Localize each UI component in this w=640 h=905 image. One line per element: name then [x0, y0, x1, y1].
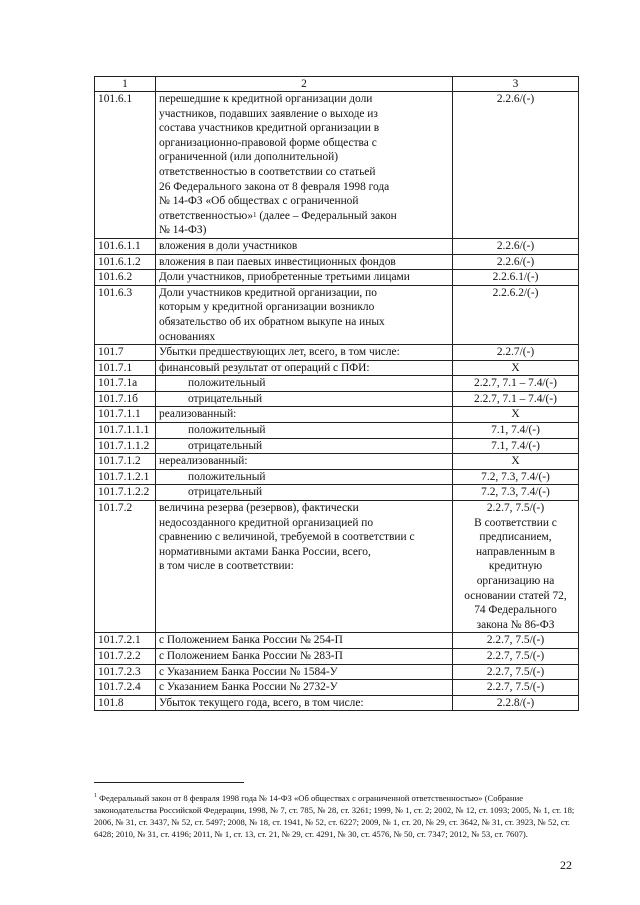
row-code: 101.7.2.3: [95, 664, 156, 680]
reference-line: 2.2.6/(-): [496, 239, 535, 252]
row-code: 101.7.1а: [95, 376, 156, 392]
row-description: [156, 391, 453, 407]
table-row: [95, 695, 579, 711]
row-description: [156, 485, 453, 501]
reference-line: В соответствии с: [474, 516, 557, 529]
balance-code-table: [94, 76, 579, 711]
row-reference: [453, 501, 579, 633]
row-reference: [453, 238, 579, 254]
description-line: с Указанием Банка России № 1584-У: [159, 665, 338, 678]
description-line: отрицательный: [188, 486, 263, 499]
table-row: [95, 680, 579, 696]
reference-line: 2.2.6.2/(-): [492, 286, 539, 299]
row-description: [156, 238, 453, 254]
row-code: 101.7.2.2: [95, 648, 156, 664]
row-code: 101.7.2.4: [95, 680, 156, 696]
footnote-reference: 1: [253, 210, 257, 219]
row-description: [156, 469, 453, 485]
table-row: [95, 254, 579, 270]
row-code: 101.7.1.2.1: [95, 469, 156, 485]
table-row: [95, 485, 579, 501]
reference-line: 2.2.8/(-): [496, 696, 535, 709]
reference-line: 74 Федерального: [474, 604, 557, 617]
row-reference: [453, 423, 579, 439]
row-reference: [453, 391, 579, 407]
description-line: положительный: [188, 470, 266, 483]
table-row: [95, 423, 579, 439]
reference-line: X: [511, 455, 520, 468]
page-number: 22: [560, 858, 572, 872]
row-description: [156, 680, 453, 696]
description-line: вложения в доли участников: [159, 239, 298, 252]
row-reference: [453, 407, 579, 423]
row-reference: [453, 92, 579, 239]
description-line: Доли участников, приобретенные третьими лицами: [159, 271, 410, 284]
row-reference: [453, 345, 579, 361]
table-header-row: [95, 77, 579, 92]
reference-line: 7.2, 7.3, 7.4/(-): [481, 470, 550, 483]
description-line: Убытки предшествующих лет, всего, в том числе:: [159, 346, 400, 359]
description-line: нереализованный:: [159, 455, 248, 468]
row-code: 101.6.2: [95, 270, 156, 286]
description-line: организационно-правовой форме общества с: [159, 136, 377, 149]
description-line: сравнению с величиной, требуемой в соответствии с: [159, 531, 415, 544]
row-description: [156, 345, 453, 361]
row-description: [156, 92, 453, 239]
row-description: [156, 270, 453, 286]
row-description: [156, 633, 453, 649]
reference-line: 2.2.7, 7.5/(-): [486, 649, 545, 662]
description-line: обязательство об их обратном выкупе на иных: [159, 315, 385, 328]
table-row: [95, 376, 579, 392]
reference-line: 2.2.6/(-): [496, 255, 535, 268]
description-line: финансовый результат от операций с ПФИ:: [159, 361, 370, 374]
header-col-1: 1: [95, 77, 156, 92]
row-code: 101.7.1.1.2: [95, 438, 156, 454]
reference-line: 2.2.6.1/(-): [492, 271, 539, 284]
table-row: [95, 633, 579, 649]
row-description: [156, 501, 453, 633]
row-description: [156, 285, 453, 344]
row-description: [156, 423, 453, 439]
description-line: нормативными актами Банка России, всего,: [159, 545, 371, 558]
reference-line: закона № 86-ФЗ: [476, 618, 555, 631]
row-description: [156, 648, 453, 664]
table-row: [95, 391, 579, 407]
description-line: недосозданного кредитной организацией по: [159, 516, 374, 529]
description-line: величина резерва (резервов), фактически: [159, 502, 359, 515]
description-line: вложения в паи паевых инвестиционных фондов: [159, 255, 396, 268]
description-line: ответственностью»: [159, 209, 254, 222]
row-reference: [453, 254, 579, 270]
footnote-text: Федеральный закон от 8 февраля 1998 года № 14-ФЗ «Об обществах с ограниченной ответственностью» (Собрание законодательства Российской Федерации, 1998, № 7, ст. 785, № 28, ст. 3261; 1999, № 1, ст. 2; 2002, № 12, ст. 1093; 2005, № 1, ст. 18; 2006, № 31, ст. 3437, № 52, ст. 5497; 2008, № 18, ст. 1941, № 52, ст. 6227; 2009, № 1, ст. 20, № 29, ст. 3642, № 31, ст. 3923, № 52, ст. 6428; 2010, № 31, ст. 4196; 2011, № 1, ст. 13, ст. 21, № 29, ст. 4291, № 30, ст. 4576, № 50, ст. 7347; 2012, № 53, ст. 7607).: [94, 792, 575, 840]
row-code: 101.6.3: [95, 285, 156, 344]
reference-line: 7.1, 7.4/(-): [491, 439, 540, 452]
table-row: [95, 238, 579, 254]
table-row: [95, 664, 579, 680]
reference-line: 7.1, 7.4/(-): [491, 424, 540, 437]
row-reference: [453, 469, 579, 485]
description-line: положительный: [188, 377, 266, 390]
description-line: с Положением Банка России № 254-П: [159, 634, 343, 647]
row-reference: [453, 454, 579, 470]
description-line: реализованный:: [159, 408, 237, 421]
reference-line: основании статей 72,: [464, 589, 567, 602]
row-code: 101.7.1.2: [95, 454, 156, 470]
reference-line: 2.2.7, 7.5/(-): [486, 634, 545, 647]
row-code: 101.8: [95, 695, 156, 711]
row-code: 101.7.1б: [95, 391, 156, 407]
description-line: с Положением Банка России № 283-П: [159, 649, 343, 662]
reference-line: предписанием,: [479, 531, 552, 544]
row-description: [156, 376, 453, 392]
reference-line: X: [511, 361, 520, 374]
row-description: [156, 664, 453, 680]
row-reference: [453, 270, 579, 286]
reference-line: 2.2.6/(-): [496, 93, 535, 105]
row-reference: [453, 695, 579, 711]
description-line: основаниях: [159, 330, 216, 343]
row-description: [156, 360, 453, 376]
description-line: Убыток текущего года, всего, в том числе:: [159, 696, 364, 709]
row-code: 101.7.1.1.1: [95, 423, 156, 439]
table-row: [95, 92, 579, 239]
description-line: ответственностью в соответствии со статьей: [159, 165, 376, 178]
reference-line: 2.2.7, 7.5/(-): [486, 665, 545, 678]
row-code: 101.6.1: [95, 92, 156, 239]
reference-line: 2.2.7, 7.1 – 7.4/(-): [474, 392, 557, 405]
description-line: состава участников кредитной организации в: [159, 122, 380, 135]
description-line: положительный: [188, 424, 266, 437]
row-description: [156, 438, 453, 454]
row-description: [156, 254, 453, 270]
description-line: перешедшие к кредитной организации доли: [159, 93, 373, 105]
reference-line: 2.2.7, 7.5/(-): [486, 681, 545, 694]
table-row: [95, 469, 579, 485]
footnote-mark: 1: [94, 793, 97, 799]
table-row: [95, 648, 579, 664]
row-reference: [453, 360, 579, 376]
row-code: 101.7.1: [95, 360, 156, 376]
description-line: ограниченной (или дополнительной): [159, 151, 339, 164]
table-row: [95, 345, 579, 361]
reference-line: 2.2.7, 7.1 – 7.4/(-): [474, 377, 557, 390]
table-row: [95, 270, 579, 286]
row-reference: [453, 633, 579, 649]
table-row: [95, 454, 579, 470]
row-reference: [453, 376, 579, 392]
description-line: № 14-ФЗ): [159, 224, 207, 237]
table-row: [95, 285, 579, 344]
table-row: [95, 501, 579, 633]
description-line: 26 Федерального закона от 8 февраля 1998 года: [159, 180, 390, 193]
header-col-2: 2: [156, 77, 453, 92]
table-row: [95, 407, 579, 423]
row-description: [156, 695, 453, 711]
description-line: которым у кредитной организации возникло: [159, 301, 375, 314]
row-description: [156, 407, 453, 423]
row-code: 101.7.2: [95, 501, 156, 633]
row-code: 101.7.1.2.2: [95, 485, 156, 501]
description-line: (далее – Федеральный закон: [256, 209, 397, 222]
row-code: 101.7.2.1: [95, 633, 156, 649]
row-reference: [453, 648, 579, 664]
row-code: 101.7.1.1: [95, 407, 156, 423]
table-row: [95, 438, 579, 454]
description-line: № 14-ФЗ «Об обществах с ограниченной: [159, 195, 359, 208]
row-reference: [453, 285, 579, 344]
row-reference: [453, 438, 579, 454]
row-description: [156, 454, 453, 470]
table-row: [95, 360, 579, 376]
row-reference: [453, 680, 579, 696]
footnote-divider: [94, 782, 244, 783]
reference-line: направленным в: [475, 545, 556, 558]
description-line: с Указанием Банка России № 2732-У: [159, 681, 338, 694]
reference-line: организацию на: [476, 575, 555, 587]
reference-line: 2.2.7/(-): [496, 346, 535, 359]
reference-line: 2.2.7, 7.5/(-): [486, 502, 545, 515]
row-code: 101.7: [95, 345, 156, 361]
row-reference: [453, 664, 579, 680]
reference-line: 7.2, 7.3, 7.4/(-): [481, 486, 550, 499]
description-line: в том числе в соответствии:: [159, 560, 294, 573]
footnote: [94, 790, 580, 841]
row-code: 101.6.1.1: [95, 238, 156, 254]
description-line: отрицательный: [188, 392, 263, 405]
header-col-3: 3: [453, 77, 579, 92]
description-line: Доли участников кредитной организации, по: [159, 286, 377, 299]
reference-line: X: [511, 408, 520, 421]
description-line: отрицательный: [188, 439, 263, 452]
description-line: участников, подавших заявление о выходе из: [159, 107, 378, 120]
row-reference: [453, 485, 579, 501]
row-code: 101.6.1.2: [95, 254, 156, 270]
reference-line: кредитную: [488, 560, 543, 573]
